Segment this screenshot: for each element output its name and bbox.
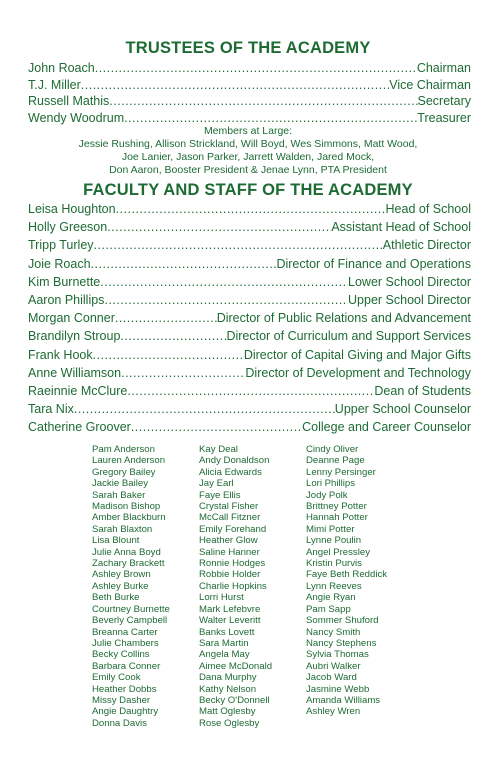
members-line: Jessie Rushing, Allison Strickland, Will Boyd, Wes Simmons, Matt Wood,	[78, 138, 418, 150]
person-role: Secretary	[417, 94, 471, 108]
roster-name: Breanna Carter	[92, 626, 158, 638]
person-name: Wendy Woodrum	[28, 110, 125, 125]
roster-name: McCall Fitzner	[199, 512, 261, 524]
officer-row	[28, 255, 471, 273]
person-role: Athletic Director	[382, 238, 471, 253]
roster-name: Andy Donaldson	[199, 455, 270, 467]
roster-name: Crystal Fisher	[199, 501, 259, 513]
roster-column	[306, 444, 456, 729]
roster-name: Missy Dasher	[92, 694, 151, 706]
dot-leader	[74, 400, 335, 418]
roster-name: Nancy Smith	[306, 626, 361, 638]
roster-name: Kathy Nelson	[199, 683, 257, 695]
members-at-large-heading: Members at Large:	[203, 125, 293, 137]
roster-name: Amber Blackburn	[92, 512, 166, 524]
roster-name: Ashley Brown	[92, 569, 151, 581]
roster-name: Jackie Bailey	[92, 478, 148, 490]
person-name: Brandilyn Stroup	[28, 329, 121, 344]
roster-name: Zachary Brackett	[92, 558, 165, 570]
roster-name: Ronnie Hodges	[199, 558, 266, 570]
roster-name: Cindy Oliver	[306, 444, 359, 455]
roster-name: Deanne Page	[306, 455, 365, 467]
roster-name: Lynn Reeves	[306, 580, 362, 592]
roster-name: Aubri Walker	[306, 660, 361, 672]
roster-name: Lauren Anderson	[92, 455, 166, 467]
roster-name: Kristin Purvis	[306, 558, 362, 570]
faculty-heading: FACULTY AND STAFF OF THE ACADEMY	[83, 181, 413, 199]
roster-name: Barbara Conner	[92, 660, 161, 672]
roster-name: Lynne Poulin	[306, 535, 362, 547]
roster-name: Jasmine Webb	[306, 683, 370, 695]
roster-name: Donna Davis	[92, 717, 147, 729]
roster-name: Julie Chambers	[92, 637, 159, 649]
dot-leader	[104, 291, 348, 309]
person-role: Upper School Director	[348, 292, 471, 307]
dot-leader	[124, 110, 417, 127]
roster-name: Becky O'Donnell	[199, 694, 270, 706]
roster-name: Lori Phillips	[306, 478, 356, 490]
roster-name: Angel Pressley	[306, 546, 370, 558]
officer-row	[28, 418, 471, 436]
dot-leader	[81, 77, 389, 94]
person-role: Director of Capital Giving and Major Gifts	[243, 347, 471, 362]
person-name: Kim Burnette	[28, 274, 101, 289]
roster-name: Sylvia Thomas	[306, 649, 369, 661]
roster-name: Courtney Burnette	[92, 603, 170, 615]
trustees-list	[28, 60, 471, 126]
roster-name: Faye Beth Reddick	[306, 569, 388, 581]
person-role: Director of Public Relations and Advancement	[216, 311, 471, 326]
dot-leader	[115, 309, 217, 327]
roster-name: Robbie Holder	[199, 569, 261, 581]
person-name: Leisa Houghton	[28, 202, 116, 216]
roster-name: Madison Bishop	[92, 501, 161, 513]
roster-name: Mark Lefebvre	[199, 603, 261, 615]
dot-leader	[100, 273, 348, 291]
trustees-heading: TRUSTEES OF THE ACADEMY	[125, 39, 371, 57]
roster-name: Banks Lovett	[199, 626, 255, 638]
person-role: College and Career Counselor	[302, 420, 471, 435]
dot-leader	[91, 255, 277, 273]
officer-row	[28, 93, 471, 110]
person-name: Raeinnie McClure	[28, 383, 128, 398]
officer-row	[28, 236, 471, 254]
person-name: Morgan Conner	[28, 311, 115, 326]
dot-leader	[131, 418, 302, 436]
person-name: Frank Hook	[28, 347, 93, 362]
roster-name: Beth Burke	[92, 592, 140, 604]
officer-row	[28, 400, 471, 418]
roster-name: Sommer Shuford	[306, 615, 379, 627]
roster-name: Alicia Edwards	[199, 466, 262, 478]
roster-name: Jody Polk	[306, 489, 348, 501]
person-name: Holly Greeson	[28, 220, 108, 235]
roster-name: Hannah Potter	[306, 512, 368, 524]
roster-name: Rose Oglesby	[199, 717, 260, 729]
roster-name: Pam Sapp	[306, 603, 351, 615]
roster-name: Kay Deal	[199, 444, 238, 455]
roster-name: Sarah Blaxton	[92, 523, 153, 535]
roster-name: Aimee McDonald	[199, 660, 273, 672]
roster-name: Angie Ryan	[306, 592, 356, 604]
person-name: John Roach	[28, 61, 95, 75]
members-line: Joe Lanier, Jason Parker, Jarrett Walden, Jared Mock,	[121, 151, 375, 163]
roster-name: Heather Dobbs	[92, 683, 157, 695]
person-name: Aaron Phillips	[28, 292, 105, 307]
officer-row	[28, 346, 471, 364]
officer-row	[28, 110, 471, 127]
roster-name: Saline Hanner	[199, 546, 260, 558]
officer-row	[28, 200, 471, 218]
roster-name: Charlie Hopkins	[199, 580, 267, 592]
person-name: Tara Nix	[28, 402, 74, 417]
roster-name: Angie Daughtry	[92, 706, 159, 718]
roster-name: Lisa Blount	[92, 535, 140, 547]
roster-name: Emily Forehand	[199, 523, 267, 535]
roster-name: Walter Leveritt	[199, 615, 261, 627]
dot-leader	[94, 236, 383, 254]
roster-name: Heather Glow	[199, 535, 258, 547]
person-role: Head of School	[385, 202, 471, 216]
faculty-list	[28, 200, 471, 436]
roster-name: Jacob Ward	[306, 672, 357, 684]
roster-name: Angela May	[199, 649, 250, 661]
roster-name: Sara Martin	[199, 637, 249, 649]
roster-name: Julie Anna Boyd	[92, 546, 161, 558]
person-role: Director of Development and Technology	[245, 365, 471, 380]
dot-leader	[109, 93, 417, 110]
person-role: Assistant Head of School	[331, 220, 471, 235]
officer-row	[28, 273, 471, 291]
roster-name: Mimi Potter	[306, 523, 355, 535]
person-name: Joie Roach	[28, 256, 91, 271]
roster-name: Lorri Hurst	[199, 592, 244, 604]
roster-column	[92, 444, 199, 729]
members-line: Don Aaron, Booster President & Jenae Lynn, PTA President	[109, 164, 387, 176]
officer-row	[28, 309, 471, 327]
person-role: Lower School Director	[348, 274, 471, 289]
person-role: Director of Curriculum and Support Services	[226, 329, 471, 344]
officer-row	[28, 291, 471, 309]
person-role: Chairman	[416, 61, 471, 75]
roster-name: Matt Oglesby	[199, 706, 256, 718]
dot-leader	[121, 364, 245, 382]
person-name: Catherine Groover	[28, 420, 131, 435]
roster-name: Ashley Burke	[92, 580, 149, 592]
roster-name: Beverly Campbell	[92, 615, 168, 627]
roster-name: Dana Murphy	[199, 672, 257, 684]
person-name: Russell Mathis	[28, 94, 110, 108]
staff-roster	[92, 444, 472, 729]
dot-leader	[120, 327, 226, 345]
roster-name: Emily Cook	[92, 672, 141, 684]
person-name: Tripp Turley	[28, 238, 94, 253]
dot-leader	[107, 218, 331, 236]
person-role: Treasurer	[417, 110, 471, 125]
roster-name: Amanda Williams	[306, 694, 381, 706]
dot-leader	[127, 382, 374, 400]
roster-name: Brittney Potter	[306, 501, 367, 513]
officer-row	[28, 218, 471, 236]
members-at-large	[0, 125, 496, 177]
roster-name: Sarah Baker	[92, 489, 146, 501]
officer-row	[28, 382, 471, 400]
roster-name: Faye Ellis	[199, 489, 241, 501]
person-name: Anne Williamson	[28, 365, 122, 380]
officer-row	[28, 327, 471, 345]
person-role: Director of Finance and Operations	[276, 256, 471, 271]
roster-name: Gregory Bailey	[92, 466, 156, 478]
dot-leader	[116, 200, 386, 218]
officer-row	[28, 60, 471, 77]
roster-name: Jay Earl	[199, 478, 234, 490]
roster-name: Ashley Wren	[306, 706, 361, 718]
officer-row	[28, 364, 471, 382]
roster-name: Pam Anderson	[92, 444, 155, 455]
roster-name: Becky Collins	[92, 649, 150, 661]
person-role: Upper School Counselor	[334, 402, 471, 417]
dot-leader	[93, 346, 244, 364]
roster-name: Lenny Persinger	[306, 466, 376, 478]
roster-name: Nancy Stephens	[306, 637, 377, 649]
person-role: Dean of Students	[374, 383, 471, 398]
roster-column	[199, 444, 306, 729]
person-role: Vice Chairman	[389, 77, 471, 92]
person-name: T.J. Miller	[28, 77, 81, 92]
dot-leader	[95, 60, 417, 77]
officer-row	[28, 77, 471, 94]
